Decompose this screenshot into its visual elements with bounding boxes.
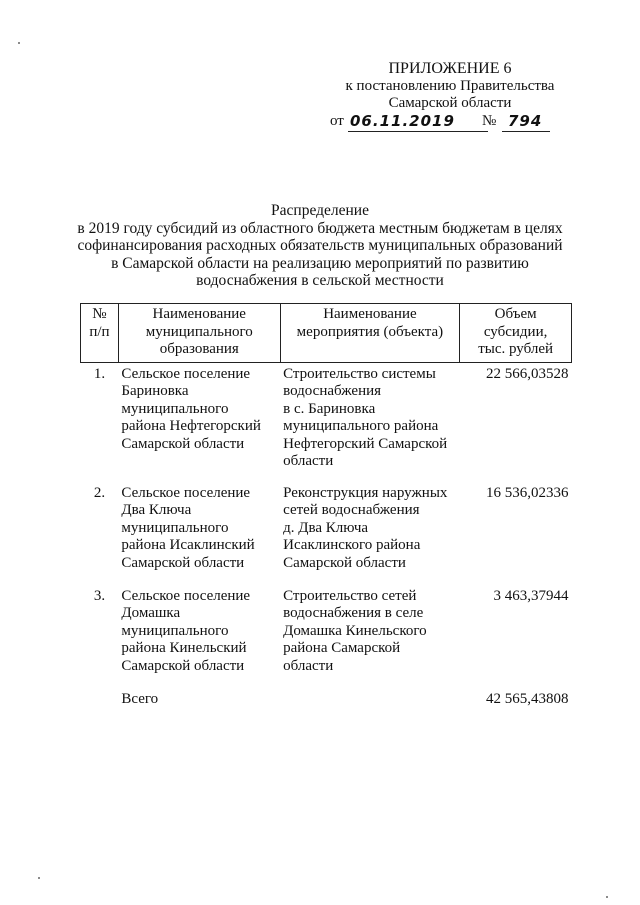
table-header-row	[81, 304, 572, 363]
row-number: 3.	[93, 587, 106, 604]
subsidy-table	[80, 303, 572, 708]
appendix-region: Самарской области	[388, 95, 512, 111]
cell-line: Два Ключа	[121, 502, 192, 518]
cell-line: Самарской области	[121, 657, 245, 674]
header-municipality	[118, 304, 280, 363]
date-prefix: от	[330, 113, 344, 129]
header-text: Наименование	[323, 306, 417, 322]
header-text: субсидии,	[483, 323, 548, 340]
handwritten-number: 794	[508, 112, 543, 130]
cell-line: водоснабжения	[283, 383, 382, 399]
cell-line: Реконструкция наружных	[283, 484, 448, 501]
row-municipality	[118, 484, 280, 587]
row-event	[280, 362, 460, 484]
header-text: №	[92, 306, 107, 322]
row-number: 2.	[93, 484, 106, 501]
cell-line: района Самарской	[283, 640, 401, 656]
heading-line: софинансирования расходных обязательств муниципальных образований	[77, 237, 563, 254]
cell-line: Сельское поселение	[121, 365, 251, 382]
appendix-title: ПРИЛОЖЕНИЕ 6	[388, 60, 512, 77]
cell-line: Домашка	[121, 605, 181, 621]
cell-line: Исаклинского района	[283, 537, 421, 553]
number-label: №	[482, 113, 497, 129]
heading-line: в 2019 году субсидий из областного бюджета местным бюджетам в целях	[77, 219, 563, 237]
cell-line: муниципального	[121, 400, 229, 417]
total-row	[81, 690, 572, 709]
cell-line: Бариновка	[121, 383, 189, 399]
cell-line: Домашка Кинельского	[283, 622, 427, 639]
cell-line: сетей водоснабжения	[283, 502, 420, 518]
cell-line: района Нефтегорский	[121, 418, 261, 434]
scan-speck	[18, 42, 20, 44]
total-empty-cell	[280, 690, 460, 709]
cell-line: района Исаклинский	[121, 537, 255, 553]
cell-line: в с. Бариновка	[283, 400, 376, 417]
appendix-reference: к постановлению Правительства	[345, 78, 555, 94]
cell-line: области	[283, 657, 334, 674]
header-event	[280, 304, 460, 363]
row-amount: 16 536,02336	[486, 484, 569, 501]
header-text: образования	[159, 341, 239, 357]
cell-line: Самарской области	[121, 554, 245, 571]
scan-speck	[38, 877, 40, 879]
cell-line: муниципального	[121, 519, 229, 536]
table-row	[81, 587, 572, 690]
header-text: тыс. рублей	[478, 341, 554, 357]
appendix-header	[330, 60, 570, 112]
row-municipality	[118, 587, 280, 690]
cell-line: Нефтегорский Самарской	[283, 435, 448, 452]
cell-line: области	[283, 453, 334, 469]
total-label: Всего	[121, 690, 159, 707]
row-amount: 3 463,37944	[493, 587, 569, 604]
date-field	[348, 113, 488, 132]
header-text: п/п	[89, 323, 110, 340]
row-event	[280, 587, 460, 690]
document-heading	[0, 202, 640, 290]
row-municipality	[118, 362, 280, 484]
cell-line: муниципального района	[283, 418, 439, 434]
cell-line: Самарской области	[121, 435, 245, 452]
header-text: Объем	[494, 306, 537, 322]
table-row	[81, 362, 572, 484]
cell-line: Сельское поселение	[121, 587, 251, 604]
cell-line: д. Два Ключа	[283, 519, 369, 536]
scan-speck	[606, 896, 608, 898]
cell-line: Строительство системы	[283, 365, 436, 382]
heading-line: в Самарской области на реализацию мероприятий по развитию	[111, 254, 529, 272]
number-field	[502, 113, 550, 132]
total-empty-cell	[81, 690, 119, 709]
row-event	[280, 484, 460, 587]
row-number: 1.	[93, 365, 106, 382]
cell-line: водоснабжения в селе	[283, 605, 424, 621]
cell-line: района Кинельский	[121, 640, 247, 656]
total-amount: 42 565,43808	[486, 690, 569, 707]
cell-line: Строительство сетей	[283, 587, 417, 604]
header-number	[81, 304, 119, 363]
header-text: муниципального	[145, 323, 253, 340]
row-amount: 22 566,03528	[486, 365, 569, 382]
handwritten-date: 06.11.2019	[350, 112, 455, 130]
heading-line: водоснабжения в сельской местности	[196, 272, 444, 289]
cell-line: Сельское поселение	[121, 484, 251, 501]
header-text: Наименование	[152, 306, 246, 322]
cell-line: Самарской области	[283, 554, 406, 571]
table-row	[81, 484, 572, 587]
header-amount	[460, 304, 572, 363]
header-text: мероприятия (объекта)	[296, 323, 444, 340]
heading-title: Распределение	[271, 202, 369, 219]
cell-line: муниципального	[121, 622, 229, 639]
